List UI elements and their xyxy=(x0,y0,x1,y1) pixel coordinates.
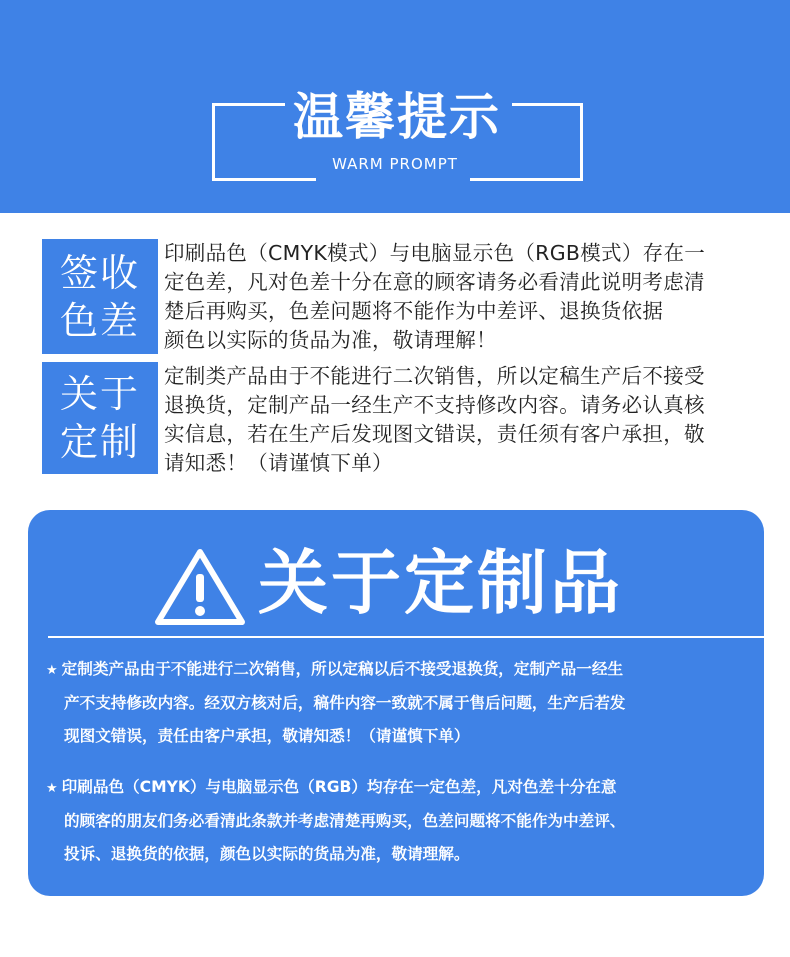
notice-text-line: 退换货，定制产品一经生产不支持修改内容。请务必认真核 xyxy=(164,393,705,417)
warning-triangle-icon xyxy=(152,546,248,628)
header-banner xyxy=(0,0,790,213)
title-bracket-left xyxy=(212,103,285,181)
bullet-text-line: 定制类产品由于不能进行二次销售，所以定稿以后不接受退换货，定制产品一经生 xyxy=(61,660,624,678)
notice-text-line: 颜色以实际的货品为准，敬请理解！ xyxy=(164,328,497,352)
notice-label-line: 色差 xyxy=(59,298,140,343)
notice-label-line: 签收 xyxy=(59,250,140,295)
bullet-text-line: 现图文错误，责任由客户承担，敬请知悉！（请谨慎下单） xyxy=(64,727,470,745)
notice-text xyxy=(164,239,760,355)
notice-label-line: 关于 xyxy=(59,372,140,416)
notice-label-badge xyxy=(42,362,158,474)
notice-text-line: 实信息，若在生产后发现图文错误，责任须有客户承担，敬 xyxy=(164,422,705,446)
custom-product-card xyxy=(28,510,764,896)
title-bracket-left-bottom xyxy=(212,178,316,181)
page-title: 温馨提示 xyxy=(293,88,501,146)
notice-label-line: 定制 xyxy=(59,420,140,464)
card-divider xyxy=(48,636,764,638)
notice-color-difference xyxy=(42,239,762,354)
notice-text xyxy=(164,362,760,478)
bullet-item xyxy=(46,653,746,753)
notice-text-line: 定制类产品由于不能进行二次销售，所以定稿生产后不接受 xyxy=(164,364,705,388)
title-bracket-right xyxy=(512,103,583,181)
page-subtitle: WARM PROMPT xyxy=(332,155,458,173)
star-icon: ★ xyxy=(46,781,58,796)
bullet-text-line: 的顾客的朋友们务必看清此条款并考虑清楚再购买，色差问题将不能作为中差评、 xyxy=(64,812,626,830)
notice-text-line: 请知悉！（请谨慎下单） xyxy=(164,451,393,475)
notice-text-line: 定色差，凡对色差十分在意的顾客请务必看清此说明考虑清 xyxy=(164,270,705,294)
notice-text-line: 楚后再购买，色差问题将不能作为中差评、退换货依据 xyxy=(164,299,664,323)
bullet-text-line: 产不支持修改内容。经双方核对后，稿件内容一致就不属于售后问题，生产后若发 xyxy=(64,694,626,712)
star-icon: ★ xyxy=(46,663,58,678)
title-bracket-right-bottom xyxy=(470,178,583,181)
notice-custom-order xyxy=(42,362,762,474)
card-title: 关于定制品 xyxy=(258,542,623,624)
notice-label-badge xyxy=(42,239,158,354)
bullet-item xyxy=(46,771,746,871)
bullet-text-line: 印刷品色（CMYK）与电脑显示色（RGB）均存在一定色差，凡对色差十分在意 xyxy=(61,778,617,796)
bullet-text-line: 投诉、退换货的依据，颜色以实际的货品为准，敬请理解。 xyxy=(64,845,470,863)
notice-text-line: 印刷品色（CMYK模式）与电脑显示色（RGB模式）存在一 xyxy=(164,241,706,265)
